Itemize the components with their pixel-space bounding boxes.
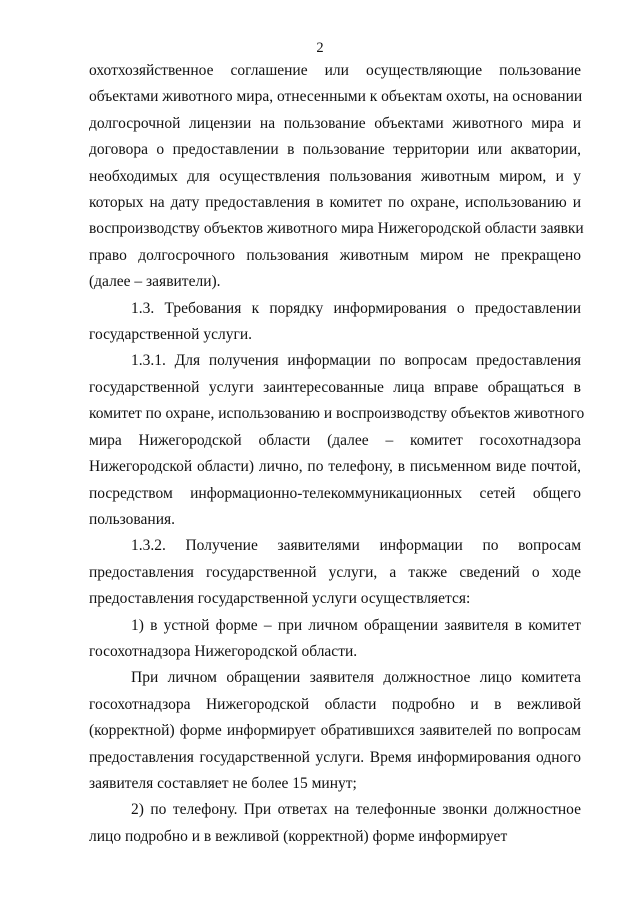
- document-body: [89, 58, 585, 850]
- text-line: госохотнадзора Нижегородской области подробно и в вежливой: [89, 695, 581, 713]
- text-line: государственной услуги заинтересованные лица вправе обращаться в: [89, 378, 581, 396]
- text-line: Нижегородской области) лично, по телефону, в письменном виде почтой,: [89, 458, 581, 476]
- text-line: 2) по телефону. При ответах на телефонные звонки должностное: [131, 801, 581, 819]
- text-line: которых на дату предоставления в комитет по охране, использованию и: [89, 194, 581, 212]
- paragraph: [89, 613, 581, 666]
- text-line: 1) в устной форме – при личном обращении заявителя в комитет: [131, 616, 581, 634]
- text-line: При личном обращении заявителя должностное лицо комитета: [131, 669, 581, 687]
- paragraph: [89, 296, 581, 349]
- text-line: долгосрочной лицензии на пользование объектами животного мира и: [89, 114, 581, 132]
- text-line: госохотнадзора Нижегородской области.: [89, 642, 358, 660]
- text-line: посредством информационно-телекоммуникационных сетей общего: [89, 484, 581, 502]
- page-number: 2: [316, 40, 324, 56]
- text-line: 1.3.1. Для получения информации по вопросам предоставления: [131, 352, 581, 370]
- text-line: предоставления государственной услуги осуществляется:: [89, 590, 471, 608]
- text-line: лицо подробно и в вежливой (корректной) форме информирует: [89, 827, 508, 845]
- paragraph: [89, 797, 581, 850]
- text-line: объектами животного мира, отнесенными к объектам охоты, на основании: [89, 88, 583, 106]
- paragraph: [89, 533, 581, 612]
- text-line: мира Нижегородской области (далее – комитет госохотнадзора: [89, 431, 581, 449]
- text-line: 1.3. Требования к порядку информирования о предоставлении: [131, 299, 581, 317]
- paragraph: [89, 58, 584, 296]
- text-line: охотхозяйственное соглашение или осуществляющие пользование: [89, 62, 581, 79]
- text-line: (далее – заявители).: [89, 273, 221, 291]
- text-line: государственной услуги.: [89, 326, 252, 344]
- text-line: договора о предоставлении в пользование территории или акватории,: [89, 141, 581, 159]
- text-line: пользования.: [89, 510, 176, 528]
- text-line: воспроизводству объектов животного мира Нижегородской области заявки: [89, 220, 584, 238]
- text-line: право долгосрочного пользования животным миром не прекращено: [89, 246, 581, 264]
- text-line: заявителя составляет не более 15 минут;: [89, 774, 357, 792]
- text-line: (корректной) форме информирует обратившихся заявителей по вопросам: [89, 722, 581, 740]
- paragraph: [89, 348, 585, 533]
- text-line: необходимых для осуществления пользования животным миром, и у: [89, 167, 581, 185]
- text-line: комитет по охране, использованию и воспроизводству объектов животного: [89, 405, 585, 423]
- text-line: предоставления государственной услуги. Время информирования одного: [89, 748, 581, 766]
- text-line: 1.3.2. Получение заявителями информации по вопросам: [131, 537, 581, 555]
- paragraph: [89, 665, 581, 797]
- text-line: предоставления государственной услуги, а также сведений о ходе: [89, 563, 581, 581]
